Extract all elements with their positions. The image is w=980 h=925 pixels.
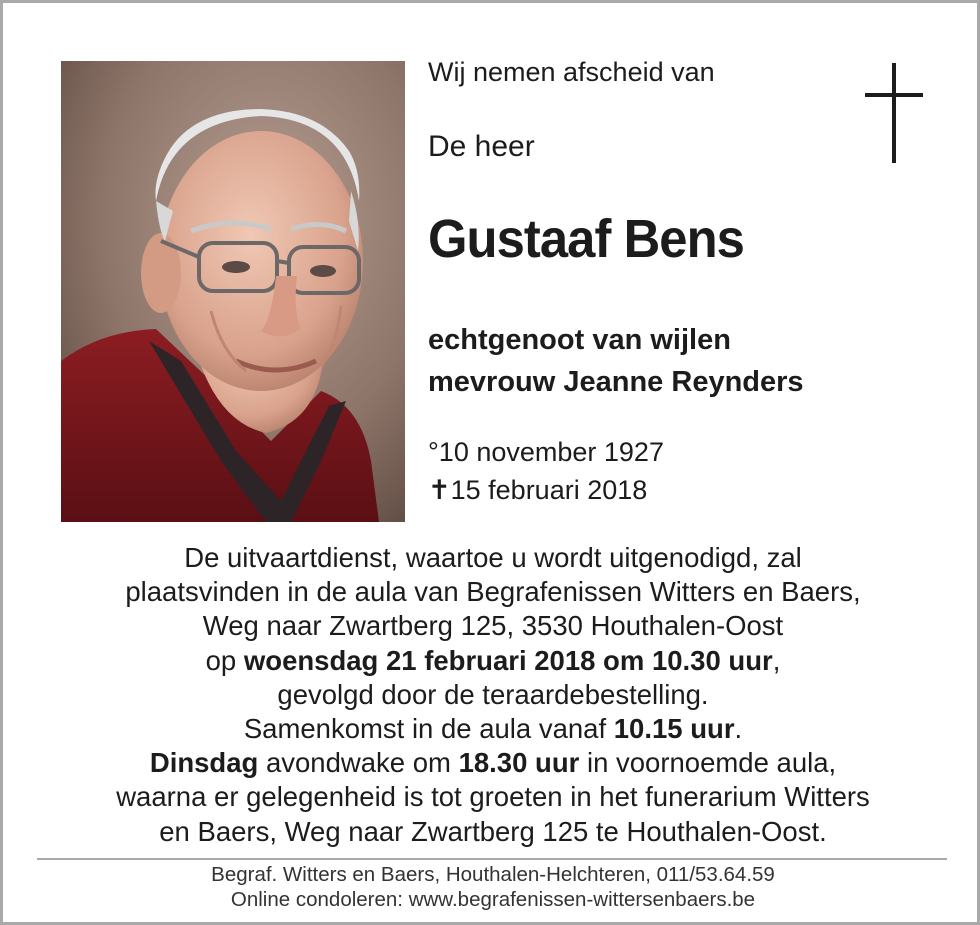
service-line-9: en Baers, Weg naar Zwartberg 125 te Houthalen-Oost. bbox=[159, 815, 827, 847]
latin-cross-icon bbox=[865, 63, 923, 163]
divider bbox=[37, 858, 947, 860]
death-date: ✝15 februari 2018 bbox=[428, 475, 648, 505]
service-line-4-suffix: , bbox=[772, 644, 781, 676]
portrait-photo bbox=[61, 61, 405, 522]
honorific: De heer bbox=[428, 130, 535, 163]
service-line-3: Weg naar Zwartberg 125, 3530 Houthalen-Oost bbox=[202, 610, 784, 642]
service-line-4 bbox=[33, 644, 953, 678]
deceased-name: Gustaaf Bens bbox=[428, 209, 744, 269]
online-condolence-link[interactable]: Online condoleren: www.begrafenissen-wittersenbaers.be bbox=[230, 888, 756, 911]
vigil-time: 18.30 uur bbox=[458, 747, 580, 779]
service-line-7-suffix: in voornoemde aula, bbox=[579, 747, 837, 779]
service-line-2: plaatsvinden in de aula van Begrafenissen Witters en Baers, bbox=[125, 576, 861, 608]
service-line-5: gevolgd door de teraardebestelling. bbox=[277, 678, 709, 710]
service-line-6-suffix: . bbox=[734, 713, 743, 745]
footer bbox=[33, 862, 953, 912]
intro-text: Wij nemen afscheid van bbox=[428, 57, 715, 87]
funeral-home-contact: Begraf. Witters en Baers, Houthalen-Helchteren, 011/53.64.59 bbox=[211, 863, 775, 886]
gathering-time: 10.15 uur bbox=[613, 713, 735, 745]
service-line-7 bbox=[33, 746, 953, 780]
service-details bbox=[33, 541, 953, 849]
service-line-6 bbox=[33, 712, 953, 746]
service-line-6-prefix: Samenkomst in de aula vanaf bbox=[243, 713, 614, 745]
life-dates bbox=[428, 433, 664, 509]
vigil-day: Dinsdag bbox=[149, 747, 259, 779]
service-line-7-mid: avondwake om bbox=[258, 747, 459, 779]
service-line-4-prefix: op bbox=[205, 644, 244, 676]
funeral-date-time: woensdag 21 februari 2018 om 10.30 uur bbox=[243, 644, 773, 676]
spouse-line-1: echtgenoot van wijlen bbox=[428, 324, 731, 356]
spouse-info bbox=[428, 319, 804, 403]
spouse-line-2: mevrouw Jeanne Reynders bbox=[428, 366, 804, 398]
birth-date: °10 november 1927 bbox=[428, 437, 664, 467]
service-line-8: waarna er gelegenheid is tot groeten in het funerarium Witters bbox=[116, 781, 870, 813]
service-line-1: De uitvaartdienst, waartoe u wordt uitgenodigd, zal bbox=[184, 542, 802, 573]
